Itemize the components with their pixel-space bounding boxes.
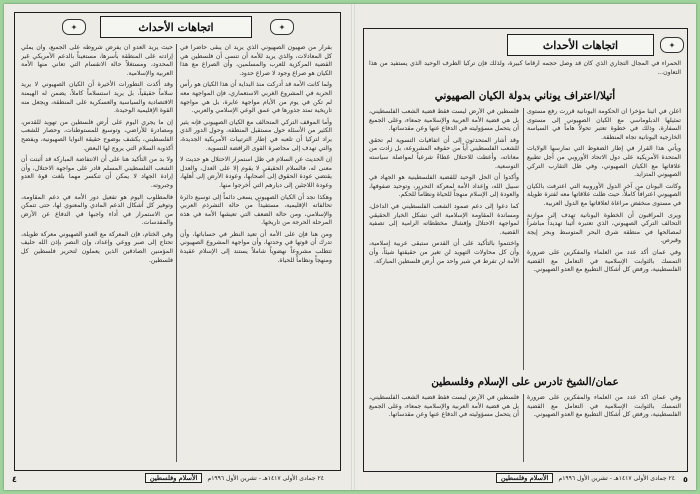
right-page	[355, 4, 696, 490]
paragraph: ويأتي هذا القرار في إطار الضغوط التي تمارسها الولايات المتحدة الأمريكية على دول الاتحاد الأوروبي من أجل تطبيع علاقاتها مع الكيان الصهيوني، وفي ظل التقارب التركي الصهيوني المتزايد.	[527, 145, 681, 179]
ornament-icon: ✦	[270, 19, 294, 35]
left-page-column-right	[180, 44, 332, 462]
footer-masthead: الأسلام وفلسطين	[145, 473, 203, 483]
paragraph: وقد أشار المتحدثون إلى أن اتفاقيات التسوية لم تحقق للشعب الفلسطيني أياً من حقوقه المشروعة، بل زادت من معاناته، وأعطت للاحتلال غطاءً شرعياً لمواصلة سياسته التوسعية.	[369, 136, 519, 170]
paragraph: وأما الموقف التركي المتحالف مع الكيان الصهيوني فإنه يثير الكثير من الأسئلة حول مستقبل المنطقة، وحول الدور الذي يراد لتركيا أن تلعبه في إطار الترتيبات الأمريكية الجديدة، والتي تهدف إلى محاصرة القوى الرافضة للتسوية.	[180, 118, 332, 152]
headline-amman: عمان/الشيخ تادرس على الإسلام وفلسطين	[431, 376, 619, 388]
column-divider	[176, 44, 177, 462]
paragraph: إن الحديث عن السلام في ظل استمرار الاحتلال هو حديث لا معنى له، فالسلام الحقيقي لا يقوم إلا على العدل، والعدل يقتضي عودة الحقوق إلى أصحابها، وعودة الأرض إلى أهلها، وعودة اللاجئين إلى ديارهم التي أخرجوا منها.	[180, 156, 332, 189]
right-page-bottom-left	[369, 394, 519, 462]
column-divider	[523, 108, 524, 370]
paragraph: وأكدوا أن الحل الوحيد للقضية الفلسطينية هو الجهاد في سبيل الله، وإعداد الأمة لمعركة التحرير، وتوحيد صفوفها، والعودة إلى الإسلام منهجاً للحياة ونظاماً للحكم.	[369, 174, 519, 199]
paragraph: حيث يريد العدو أن يفرض شروطه على الجميع، وأن يملي إرادته على المنطقة بأسرها، مستعيناً بالدعم الأمريكي غير المحدود، ومستغلاً حالة الانقسام التي تعاني منها الأمة العربية والإسلامية.	[21, 44, 173, 77]
paragraph: ولا بد من التأكيد هنا على أن الانتفاضة المباركة قد أثبتت أن الشعب الفلسطيني المسلم قادر على مواجهة الاحتلال، وأن إرادة الجهاد لا يمكن أن تنكسر مهما بلغت قوة العدو وجبروته.	[21, 156, 173, 189]
paragraph: ولما كانت الأمة قد أدركت منذ البداية أن هذا الكيان هو رأس الحربة في المشروع الغربي الاستعماري، فإن المواجهة معه لم تكن في يوم من الأيام مواجهة عابرة، بل هي مواجهة تاريخية تمتد جذورها في عمق الوعي الإسلامي والعربي.	[180, 81, 332, 115]
right-page-footer	[375, 472, 675, 484]
paragraph: وفي الختام، فإن المعركة مع العدو الصهيوني معركة طويلة، تحتاج إلى صبر ووعي وإعداد، وإن النصر بإذن الله حليف المؤمنين الصادقين الذين يعملون لتحرير فلسطين كل فلسطين.	[21, 230, 173, 264]
paragraph: ومن هنا فإن على الأمة أن تعيد النظر في حساباتها، وأن تدرك أن قوتها في وحدتها، وأن مواجهة المشروع الصهيوني تتطلب مشروعاً نهضوياً شاملاً يستند إلى الإسلام عقيدة ومنهجاً ونظاماً للحياة.	[180, 230, 332, 264]
paragraph: كما دعوا إلى دعم صمود الشعب الفلسطيني في الداخل، ومساندة المقاومة الإسلامية التي تشكل الخيار الحقيقي لمواجهة الاحتلال وإفشال مخططاته الرامية إلى تصفية القضية.	[369, 202, 519, 236]
paragraph: وفي عمان أكد عدد من العلماء والمفكرين على ضرورة التمسك بالثوابت الإسلامية في التعامل مع القضية الفلسطينية، ورفض كل أشكال التطبيع مع العدو الصهيوني.	[527, 248, 681, 274]
paragraph: وكانت اليونان من آخر الدول الأوروبية التي اعترفت بالكيان الصهيوني اعترافاً كاملاً، حيث ظلت علاقاتها معه لفترة طويلة في مستوى منخفض مراعاة لعلاقاتها مع الدول العربية.	[527, 182, 681, 207]
paragraph: فلسطين في الأرض ليست فقط قضية الشعب الفلسطيني، بل هي قضية الأمة العربية والإسلامية جمعاء، وعلى الجميع أن يتحمل مسؤوليته في الدفاع عنها وعن مقدساتها.	[369, 108, 519, 133]
footer-date: ٢٤ جمادى الأولى ١٤١٧هـ - تشرين الأول ١٩٩٦م	[558, 474, 675, 482]
left-page-column-left	[21, 44, 173, 462]
paragraph: ويرى المراقبون أن الخطوة اليونانية تهدف إلى موازنة التحالف التركي الصهيوني، الذي تعتبره أثينا تهديداً مباشراً لمصالحها في منطقة شرق البحر المتوسط وبحر إيجة وقبرص.	[527, 211, 681, 245]
paragraph: فالمطلوب اليوم هو تفعيل دور الأمة في دعم المقاومة، وتوفير كل أشكال الدعم المادي والمعنوي لها، حتى تتمكن من الاستمرار في أداء واجبها في الدفاع عن الأرض والمقدسات.	[21, 193, 173, 227]
column-divider	[523, 394, 524, 462]
paragraph: فلسطين في الأرض ليست فقط قضية الشعب الفلسطيني، بل هي قضية الأمة العربية والإسلامية جمعاء، وعلى الجميع أن يتحمل مسؤوليته في الدفاع عنها وعن مقدساتها.	[369, 394, 519, 419]
right-page-bottom-right	[527, 394, 681, 462]
paragraph: إن ما يجري اليوم على أرض فلسطين من تهويد للقدس، ومصادرة للأراضي، وتوسيع للمستوطنات، وحصار للشعب الفلسطيني، يكشف بوضوح حقيقة النوايا الصهيونية، ويفضح أكذوبة السلام التي يروج لها البعض.	[21, 118, 173, 152]
page-number: ٥	[683, 475, 688, 484]
paragraph: وقد أكدت التطورات الأخيرة أن الكيان الصهيوني لا يريد سلاماً حقيقياً، بل يريد استسلاماً كاملاً، يضمن له الهيمنة الاقتصادية والسياسية والعسكرية على المنطقة، ويجعل منه القوة الإقليمية الوحيدة.	[21, 81, 173, 115]
headline-greece: أتيلا/اعتراف يوناني بدولة الكيان الصهيوني	[434, 90, 616, 102]
left-section-banner: اتجاهات الأحداث	[100, 16, 252, 38]
ornament-icon: ✦	[660, 37, 684, 53]
right-page-column-right	[527, 108, 681, 370]
footer-date: ٢٤ جمادى الأولى ١٤١٧هـ - تشرين الأول ١٩٩٦م	[207, 474, 324, 482]
page-number: ٤	[12, 475, 17, 484]
right-section-banner: اتجاهات الأحداث	[507, 34, 654, 56]
magazine-spread	[4, 4, 696, 490]
left-page	[4, 4, 351, 490]
paragraph: واختتموا بالتأكيد على أن القدس ستبقى عربية إسلامية، وأن كل محاولات التهويد لن تغير من حقيقتها شيئاً، وأن الأمة لن تفرط في شبر واحد من أرض فلسطين المباركة.	[369, 240, 519, 265]
paragraph: وفي عمان أكد عدد من العلماء والمفكرين على ضرورة التمسك بالثوابت الإسلامية في التعامل مع القضية الفلسطينية، ورفض كل أشكال التطبيع مع العدو الصهيوني.	[527, 394, 681, 419]
right-page-column-left	[369, 108, 519, 370]
paragraph: وهكذا نجد أن الكيان الصهيوني يسعى دائماً إلى توسيع دائرة تحالفاته الإقليمية، مستفيداً من حالة التشرذم العربي والإسلامي، ومن حالة الضعف التي تعيشها الأمة في هذه المرحلة الحرجة من تاريخها.	[180, 193, 332, 227]
intro-text: الحمراء في المجال التجاري الذي كان قد وصل حجمه أرقاماً كبيرة، ولذلك فإن تركيا الطرف الوحيد الذي يستفيد من هذا التعاون...	[369, 60, 681, 76]
paragraph: أعلن في أثينا مؤخراً أن الحكومة اليونانية قررت رفع مستوى تمثيلها الدبلوماسي مع الكيان الصهيوني إلى مستوى السفارة، وذلك في خطوة تعتبر تحولاً هاماً في السياسة الخارجية اليونانية تجاه المنطقة.	[527, 108, 681, 141]
footer-masthead: الأسلام وفلسطين	[496, 473, 554, 483]
paragraph: بقرار من صهيون الصهيوني الذي يريد أن يبقى حاضراً في كل المعادلات، والذي يريد للأمة أن تنسى أن فلسطين هي القضية المركزية للعرب والمسلمين، وأن الصراع مع هذا الكيان هو صراع وجود لا صراع حدود.	[180, 44, 332, 77]
ornament-icon: ✦	[62, 19, 86, 35]
left-page-footer	[24, 472, 324, 484]
